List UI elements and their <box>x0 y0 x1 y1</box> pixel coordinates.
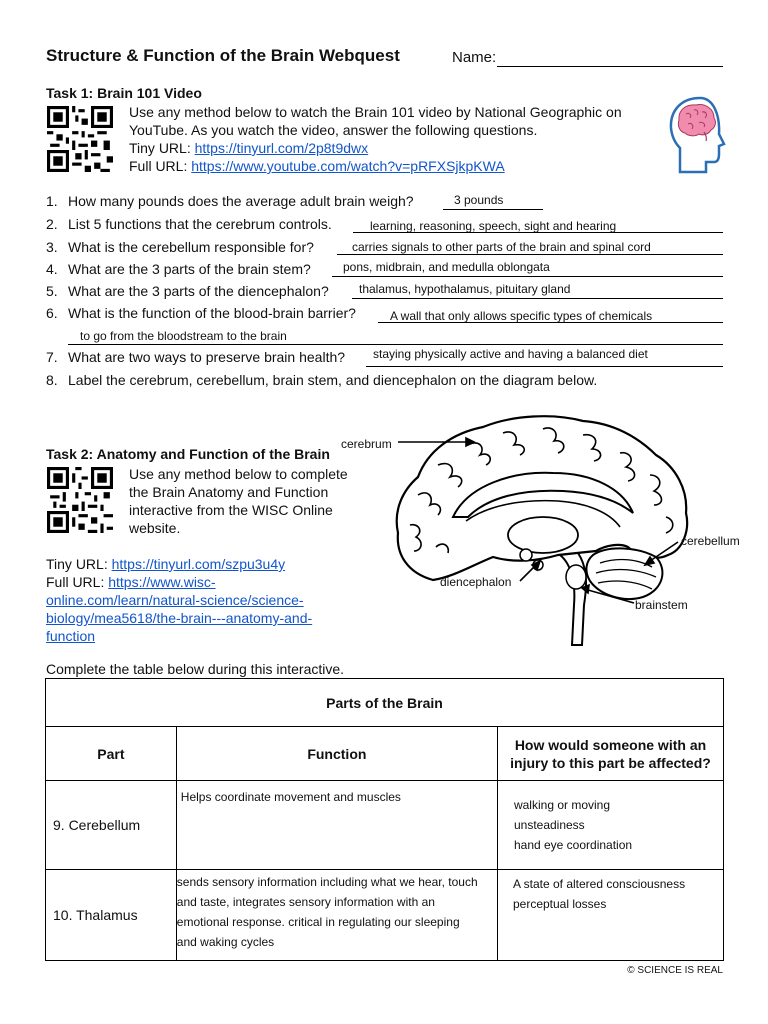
task1-intro-line1: Use any method below to watch the Brain 101 video by National Geographic on <box>129 104 622 120</box>
header-function: Function <box>176 727 497 781</box>
brain-diagram <box>338 405 740 650</box>
label-cerebrum: cerebrum <box>341 437 392 451</box>
question-text: What are two ways to preserve brain health? <box>68 349 346 365</box>
head-brain-icon <box>666 96 728 179</box>
answer-4: pons, midbrain, and medulla oblongata <box>343 260 550 274</box>
task1-tiny-url-row <box>129 139 669 157</box>
task2-full-url-link-part[interactable]: https://www.wisc- <box>108 574 216 590</box>
table-caption: Parts of the Brain <box>46 679 724 727</box>
question-1: 1. How many pounds does the average adult brain weigh? <box>46 193 414 209</box>
question-6: 6. What is the function of the blood-brain barrier? <box>46 305 356 321</box>
function-line: Helps coordinate movement and muscles <box>180 790 401 804</box>
task1-heading: Task 1: Brain 101 Video <box>46 85 202 101</box>
task1-full-url-row <box>129 157 669 175</box>
row-part: 9. Cerebellum <box>46 781 177 870</box>
row-function[interactable] <box>176 870 497 961</box>
question-text: What are the 3 parts of the diencephalon? <box>68 283 329 299</box>
task2-tiny-url-link[interactable]: https://tinyurl.com/szpu3u4y <box>111 556 286 572</box>
question-text: What is the cerebellum responsible for? <box>68 239 314 255</box>
row-injury[interactable] <box>497 870 723 961</box>
answer-6-continued: to go from the bloodstream to the brain <box>80 329 287 343</box>
task1-tiny-url-link[interactable]: https://tinyurl.com/2p8t9dwx <box>194 140 369 156</box>
answer-7: staying physically active and having a balanced diet <box>373 347 648 361</box>
qr-code-icon <box>47 467 113 538</box>
table-intro: Complete the table below during this interactive. <box>46 661 345 677</box>
task2-intro-line: Use any method below to complete <box>129 466 348 482</box>
question-8: 8. Label the cerebrum, cerebellum, brain stem, and diencephalon on the diagram below. <box>46 372 598 388</box>
answer-line-7[interactable] <box>366 366 723 367</box>
question-2: 2. List 5 functions that the cerebrum controls. <box>46 216 332 232</box>
function-line: and waking cycles <box>176 935 275 949</box>
task2-intro-line: website. <box>129 520 181 536</box>
name-label: Name: <box>452 49 497 66</box>
task1-intro <box>129 103 669 175</box>
answer-2: learning, reasoning, speech, sight and hearing <box>370 219 617 233</box>
task1-full-url-link[interactable]: https://www.youtube.com/watch?v=pRFXSjkpKWA <box>191 158 505 174</box>
task2-full-url-link-part[interactable]: biology/mea5618/the-brain---anatomy-and- <box>46 610 313 626</box>
qr-code-icon <box>47 106 113 177</box>
question-5: 5. What are the 3 parts of the diencephalon? <box>46 283 329 299</box>
row-part: 10. Thalamus <box>46 870 177 961</box>
task2-intro-line: interactive from the WISC Online <box>129 502 333 518</box>
question-text: How many pounds does the average adult brain weigh? <box>68 193 414 209</box>
task2-full-url-link-part[interactable]: online.com/learn/natural-science/science- <box>46 592 304 608</box>
question-text: What is the function of the blood-brain barrier? <box>68 305 356 321</box>
answer-6: A wall that only allows specific types of chemicals <box>390 309 653 323</box>
task2-tiny-url-row <box>46 555 346 573</box>
injury-line: walking or moving <box>513 798 611 812</box>
question-3: 3. What is the cerebellum responsible for? <box>46 239 314 255</box>
page-title: Structure & Function of the Brain Webquest <box>46 46 400 65</box>
task2-full-url-link-part[interactable]: function <box>46 628 96 644</box>
function-line: and taste, integrates sensory information with an <box>176 895 435 909</box>
header-injury: How would someone with an injury to this part be affected? <box>497 727 723 781</box>
answer-5: thalamus, hypothalamus, pituitary gland <box>359 282 571 296</box>
function-line: emotional response. critical in regulating our sleeping <box>176 915 460 929</box>
injury-line: hand eye coordination <box>513 838 633 852</box>
answer-line-3[interactable] <box>337 254 723 255</box>
tiny-url-label: Tiny URL: <box>129 140 195 156</box>
task2-urls <box>46 555 346 645</box>
task2-full-url-row <box>46 573 346 591</box>
injury-line: unsteadiness <box>513 818 585 832</box>
function-line: sends sensory information including what we hear, touch <box>176 875 478 889</box>
row-injury[interactable] <box>497 781 723 870</box>
header-part: Part <box>46 727 177 781</box>
table-row <box>46 781 724 870</box>
injury-line: perceptual losses <box>512 897 607 911</box>
question-7: 7. What are two ways to preserve brain health? <box>46 349 346 365</box>
name-field-line[interactable] <box>497 66 723 67</box>
footer-copyright: © SCIENCE IS REAL <box>627 965 723 976</box>
question-text: What are the 3 parts of the brain stem? <box>68 261 311 277</box>
tiny-url-label: Tiny URL: <box>46 556 112 572</box>
task2-intro <box>129 465 389 537</box>
answer-line-1[interactable] <box>443 209 543 210</box>
table-row <box>46 870 724 961</box>
parts-of-brain-table <box>45 678 724 961</box>
row-function[interactable] <box>176 781 497 870</box>
task2-intro-line: the Brain Anatomy and Function <box>129 484 329 500</box>
full-url-label: Full URL: <box>46 574 109 590</box>
injury-line: A state of altered consciousness <box>512 877 686 891</box>
answer-line-4[interactable] <box>332 276 723 277</box>
label-diencephalon: diencephalon <box>440 575 512 589</box>
answer-1: 3 pounds <box>454 193 504 207</box>
task1-intro-line2: YouTube. As you watch the video, answer the following questions. <box>129 122 538 138</box>
task2-heading: Task 2: Anatomy and Function of the Brain <box>46 446 330 462</box>
label-cerebellum: cerebellum <box>681 534 740 548</box>
full-url-label: Full URL: <box>129 158 192 174</box>
answer-line-5[interactable] <box>352 298 723 299</box>
label-brainstem: brainstem <box>635 598 688 612</box>
answer-line-6b[interactable] <box>68 344 723 345</box>
question-text: Label the cerebrum, cerebellum, brain stem, and diencephalon on the diagram below. <box>68 372 598 388</box>
answer-3: carries signals to other parts of the brain and spinal cord <box>352 240 651 254</box>
question-text: List 5 functions that the cerebrum controls. <box>68 216 332 232</box>
question-4: 4. What are the 3 parts of the brain stem? <box>46 261 311 277</box>
